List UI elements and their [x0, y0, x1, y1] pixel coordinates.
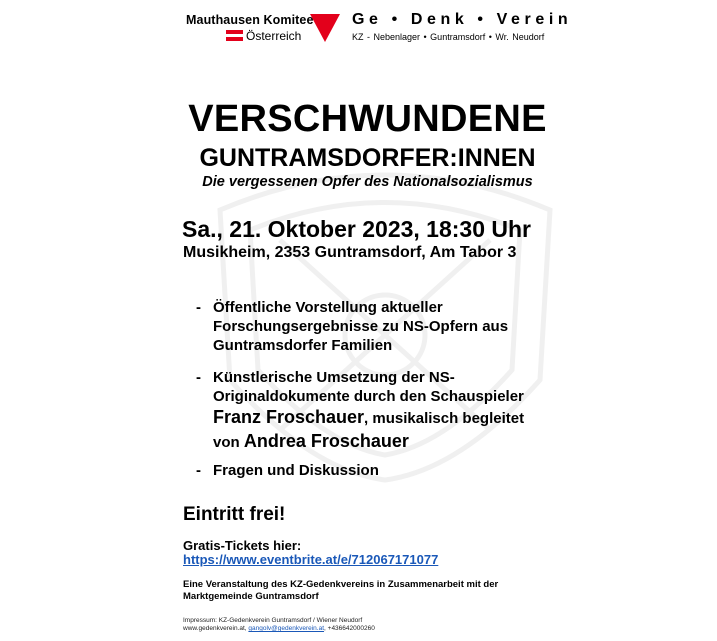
- program-item-1-line2: Forschungsergebnisse zu NS-Opfern aus: [213, 318, 509, 335]
- program-item-1-line1: Öffentliche Vorstellung aktueller: [213, 299, 443, 316]
- program-item-1-line3: Guntramsdorfer Familien: [213, 337, 393, 354]
- organizer-note: [183, 579, 498, 603]
- performer-name: Franz Froschauer: [213, 407, 365, 427]
- gedenkverein-subtitle: KZ - Nebenlager • Guntramsdorf • Wr. Neudorf: [352, 32, 545, 42]
- main-title-line2: GUNTRAMSDORFER:INNEN: [199, 144, 536, 172]
- gedenkverein-title: Ge • Denk • Verein: [352, 11, 573, 28]
- tickets-label: Gratis-Tickets hier:: [183, 538, 302, 553]
- bullet-dash: -: [196, 369, 201, 386]
- mauthausen-komitee-name: Mauthausen Komitee: [186, 13, 314, 27]
- red-triangle-logo-icon: [310, 14, 340, 42]
- mauthausen-komitee-country: Österreich: [246, 29, 302, 43]
- impressum-line1: Impressum: KZ-Gedenkverein Guntramsdorf / Wiener Neudorf: [183, 617, 363, 624]
- austria-flag-icon: [226, 30, 243, 41]
- subtitle: Die vergessenen Opfer des Nationalsozialismus: [202, 174, 533, 190]
- event-date-time: Sa., 21. Oktober 2023, 18:30 Uhr: [182, 216, 532, 242]
- program-item-1: [213, 298, 508, 355]
- von-label: von: [213, 434, 244, 451]
- performer-suffix: , musikalisch begleitet: [364, 410, 525, 427]
- musician-name: Andrea Froschauer: [243, 431, 409, 451]
- impressum: [183, 617, 375, 633]
- organizer-line2: Marktgemeinde Guntramsdorf: [183, 591, 319, 602]
- program-item-2-line2: Originaldokumente durch den Schauspieler: [213, 388, 524, 405]
- bullet-dash: -: [196, 299, 201, 316]
- organizer-line1: Eine Veranstaltung des KZ-Gedenkvereins in Zusammenarbeit mit der: [183, 579, 499, 590]
- bullet-dash: -: [196, 462, 201, 479]
- tickets-link[interactable]: https://www.eventbrite.at/e/712067171077: [183, 552, 439, 567]
- impressum-phone: , +436642000260: [324, 625, 375, 632]
- impressum-email-link[interactable]: gangolv@gedenkverein.at: [248, 625, 325, 632]
- program-item-3: Fragen und Diskussion: [213, 462, 379, 479]
- program-item-2: [213, 368, 524, 454]
- event-venue: Musikheim, 2353 Guntramsdorf, Am Tabor 3: [183, 244, 517, 261]
- impressum-website: www.gedenkverein.at,: [183, 625, 247, 632]
- program-item-2-line1: Künstlerische Umsetzung der NS-: [213, 369, 455, 386]
- main-title-line1: VERSCHWUNDENE: [188, 98, 547, 140]
- admission-text: Eintritt frei!: [183, 504, 286, 525]
